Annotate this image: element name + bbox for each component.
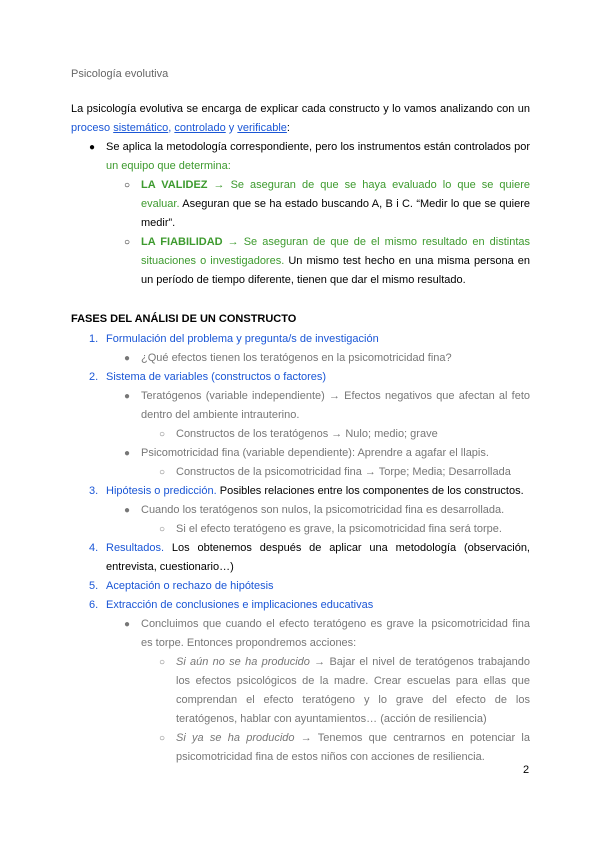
circle-bullet-icon: ○ (124, 237, 131, 248)
phase-number: 3. (89, 485, 99, 497)
fiabilidad-green: Se aseguran de que de el mismo resultado en distintas situaciones o investigadores. (141, 236, 530, 267)
page-number: 2 (523, 764, 530, 776)
page-content (71, 100, 530, 767)
intro-y: y (228, 122, 235, 134)
section-title: FASES DEL ANÁLISI DE UN CONSTRUCTO (71, 313, 297, 325)
intro-paragraph (71, 100, 530, 138)
phase-item-5 (71, 577, 530, 596)
validez-green: Se aseguran de que se haya evaluado lo que se quiere evaluar. (141, 179, 530, 210)
link-controlado[interactable]: controlado (174, 122, 226, 134)
phase-6-sub-produced (71, 729, 530, 767)
phase-label: Aceptación o rechazo de hipótesis (106, 580, 274, 592)
bullet-disc-icon: ● (124, 619, 131, 630)
phase-label: Hipótesis o predicción. (106, 485, 217, 497)
phase-number: 4. (89, 542, 99, 554)
fiabilidad-title: LA FIABILIDAD → (141, 236, 239, 248)
phase-item-1 (71, 330, 530, 349)
phase-6-sub-text: → Tenemos que centrarnos en potenciar la psicomotricidad fina de estos niños con acciones de resiliencia. (176, 732, 530, 763)
link-sistematico[interactable]: sistemático (113, 122, 169, 134)
intro-colon: : (286, 122, 290, 134)
phase-label: Extracción de conclusiones e implicaciones educativas (106, 599, 374, 611)
phase-6-sub-italic: Si aún no se ha producido (176, 656, 310, 668)
phase-number: 2. (89, 371, 99, 383)
phase-3-sub (71, 520, 530, 539)
bullet-instrumentos-text: Se aplica la metodología correspondiente, pero los instrumentos están controlados por (106, 141, 530, 153)
phase-3-sub-text: Si el efecto teratógeno es grave, la psicomotricidad fina será torpe. (176, 523, 502, 535)
bullet-disc-icon: ● (124, 505, 131, 516)
phase-item-4 (71, 539, 530, 577)
link-verificable[interactable]: verificable (237, 122, 287, 134)
bullet-disc-icon: ● (124, 353, 131, 364)
circle-bullet-icon: ○ (159, 467, 166, 478)
phase-3-bullet (71, 501, 530, 520)
phase-2-sub-psicomotricidad (71, 463, 530, 482)
phase-label: Sistema de variables (constructos o factores) (106, 371, 327, 383)
phase-6-sub-text: → Bajar el nivel de teratógenos trabajando los efectos psicológicos de la madre. Crear escuelas para ellas que comprendan el efecto teratógeno y lo grave del efecto de los teratógenos, hablar con ayuntamientos… (acción de resiliencia) (176, 656, 530, 725)
phase-2-sub-text: Constructos de la psicomotricidad fina → Torpe; Media; Desarrollada (176, 466, 511, 478)
bullet-disc-icon: ● (124, 448, 131, 459)
phase-extra: Los obtenemos después de aplicar una metodología (observación, entrevista, cuestionario…) (106, 542, 530, 573)
phase-2-sub-teratogenos (71, 425, 530, 444)
intro-comma: , (168, 122, 172, 134)
phase-item-2 (71, 368, 530, 387)
phase-6-bullet (71, 615, 530, 653)
phase-2-bullet-teratogenos (71, 387, 530, 425)
intro-text: La psicología evolutiva se encarga de explicar cada constructo y lo vamos analizando con un (71, 103, 530, 115)
phase-1-question: ¿Qué efectos tienen los teratógenos en la psicomotricidad fina? (141, 352, 452, 364)
bullet-instrumentos (71, 138, 530, 176)
validez-black: Aseguran que se ha estado buscando A, B i C. “Medir lo que se quiere medir”. (141, 198, 530, 229)
page-header: Psicología evolutiva (71, 68, 169, 80)
bullet-disc-icon: ● (124, 391, 131, 402)
phase-3-bullet-text: Cuando los teratógenos son nulos, la psicomotricidad fina es desarrollada. (141, 504, 505, 516)
phase-6-sub-not-produced (71, 653, 530, 729)
fiabilidad-black: Un mismo test hecho en una misma persona en un período de tiempo diferente, tienen que dar el mismo resultado. (141, 255, 531, 286)
bullet-instrumentos-green: un equipo que determina: (106, 160, 231, 172)
phase-2-sub-text: Constructos de los teratógenos → Nulo; medio; grave (176, 428, 438, 440)
intro-proceso: proceso (71, 122, 111, 134)
phase-label: Formulación del problema y pregunta/s de investigación (106, 333, 379, 345)
phase-2-bullet-text: Teratógenos (variable independiente) → Efectos negativos que afectan al feto dentro del ambiente intrauterino. (141, 390, 530, 421)
phase-2-bullet-psicomotricidad (71, 444, 530, 463)
circle-bullet-icon: ○ (159, 657, 166, 668)
phase-item-6 (71, 596, 530, 615)
phase-6-bullet-text: Concluimos que cuando el efecto teratógeno es grave la psicomotricidad fina es torpe. Entonces propondremos acciones: (141, 618, 530, 649)
sub-bullet-fiabilidad (71, 233, 530, 290)
phase-extra: Posibles relaciones entre los componentes de los constructos. (219, 485, 524, 497)
circle-bullet-icon: ○ (159, 524, 166, 535)
circle-bullet-icon: ○ (124, 180, 131, 191)
phase-2-bullet-text: Psicomotricidad fina (variable dependiente): Aprendre a agafar el llapis. (141, 447, 489, 459)
phase-label: Resultados. (106, 542, 165, 554)
bullet-disc-icon: ● (89, 142, 96, 153)
phase-1-bullet (71, 349, 530, 368)
phase-number: 1. (89, 333, 99, 345)
circle-bullet-icon: ○ (159, 733, 166, 744)
validez-title: LA VALIDEZ → (141, 179, 225, 191)
phase-item-3 (71, 482, 530, 501)
circle-bullet-icon: ○ (159, 429, 166, 440)
phase-number: 5. (89, 580, 99, 592)
sub-bullet-validez (71, 176, 530, 233)
phase-number: 6. (89, 599, 99, 611)
phase-6-sub-italic: Si ya se ha producido (176, 732, 295, 744)
